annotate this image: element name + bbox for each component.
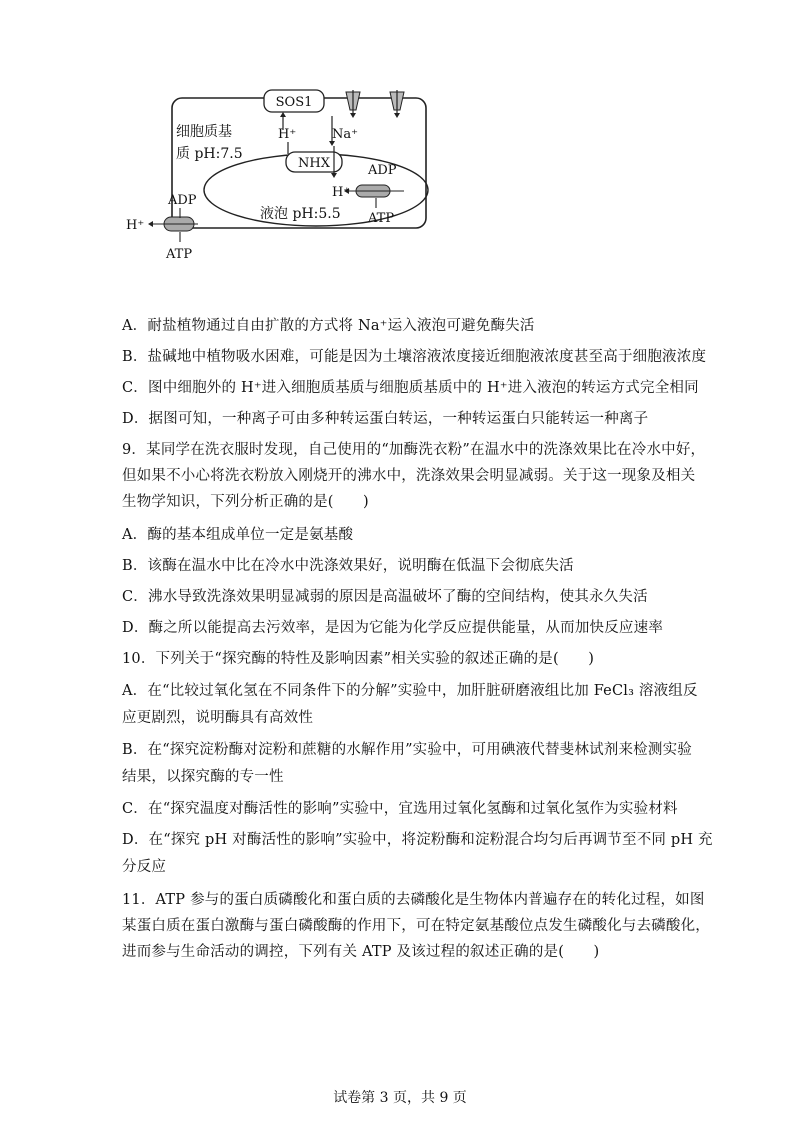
option-8a: A．耐盐植物通过自由扩散的方式将 Na⁺运入液泡可避免酶失活 [122,318,535,334]
h-plus-right-label: H⁺ [332,185,351,200]
h-plus-top-label: H⁺ [278,127,297,142]
cytoplasm-label-line2: 质 pH:7.5 [176,146,243,162]
question-9-line3: 生物学知识，下列分析正确的是( ) [122,494,369,510]
option-9d: D．酶之所以能提高去污效率，是因为它能为化学反应提供能量，从而加快反应速率 [122,620,664,636]
h-plus-left-label: H⁺ [126,218,145,233]
cytoplasm-label-line1: 细胞质基 [176,124,232,140]
option-10a-line1: A．在“比较过氧化氢在不同条件下的分解”实验中，加肝脏研磨液组比加 FeCl₃ 溶液组反 [122,683,698,699]
adp-right-label: ADP [368,163,397,178]
question-11-line1: 11．ATP 参与的蛋白质磷酸化和蛋白质的去磷酸化是生物体内普遍存在的转化过程，如图 [122,892,705,908]
option-8b: B．盐碱地中植物吸水困难，可能是因为土壤溶液浓度接近细胞液浓度甚至高于细胞液浓度 [122,349,707,365]
na-plus-top-label: Na⁺ [332,127,358,142]
adp-left-label: ADP [168,193,197,208]
option-10b-line1: B．在“探究淀粉酶对淀粉和蔗糖的水解作用”实验中，可用碘液代替斐林试剂来检测实验 [122,742,692,758]
option-10c: C．在“探究温度对酶活性的影响”实验中，宜选用过氧化氢酶和过氧化氢作为实验材料 [122,801,678,817]
atp-left-label: ATP [166,247,193,262]
option-8c: C．图中细胞外的 H⁺进入细胞质基质与细胞质基质中的 H⁺进入液泡的转运方式完全相同 [122,380,699,396]
cell-diagram-svg [120,86,440,266]
channel-protein-1 [346,90,360,118]
sos1-label: SOS1 [275,95,313,110]
question-9-line1: 9．某同学在洗衣服时发现，自己使用的“加酶洗衣粉”在温水中的洗涤效果比在冷水中好， [122,442,706,458]
vacuole-label: 液泡 pH:5.5 [260,206,341,222]
question-10: 10．下列关于“探究酶的特性及影响因素”相关实验的叙述正确的是( ) [122,651,595,667]
nhx-label: NHX [298,156,330,171]
option-9b: B．该酶在温水中比在冷水中洗涤效果好，说明酶在低温下会彻底失活 [122,558,574,574]
option-9c: C．沸水导致洗涤效果明显减弱的原因是高温破坏了酶的空间结构，使其永久失活 [122,589,648,605]
option-10b-line2: 结果，以探究酶的专一性 [122,769,284,785]
question-11-line3: 进而参与生命活动的调控，下列有关 ATP 及该过程的叙述正确的是( ) [122,944,600,960]
option-10d-line2: 分反应 [122,859,167,875]
option-10d-line1: D．在“探究 pH 对酶活性的影响”实验中，将淀粉酶和淀粉混合均匀后再调节至不同 pH 充 [122,832,713,848]
atp-right-label: ATP [368,211,395,226]
channel-protein-2 [390,90,404,118]
question-9-line2: 但如果不小心将洗衣粉放入刚烧开的沸水中，洗涤效果会明显减弱。关于这一现象及相关 [122,468,696,484]
option-10a-line2: 应更剧烈，说明酶具有高效性 [122,710,314,726]
question-11-line2: 某蛋白质在蛋白激酶与蛋白磷酸酶的作用下，可在特定氨基酸位点发生磷酸化与去磷酸化， [122,918,710,934]
option-9a: A．酶的基本组成单位一定是氨基酸 [122,527,354,543]
cell-transport-diagram [120,86,440,266]
page-footer: 试卷第 3 页，共 9 页 [333,1090,467,1106]
option-8d: D．据图可知，一种离子可由多种转运蛋白转运，一种转运蛋白只能转运一种离子 [122,411,649,427]
